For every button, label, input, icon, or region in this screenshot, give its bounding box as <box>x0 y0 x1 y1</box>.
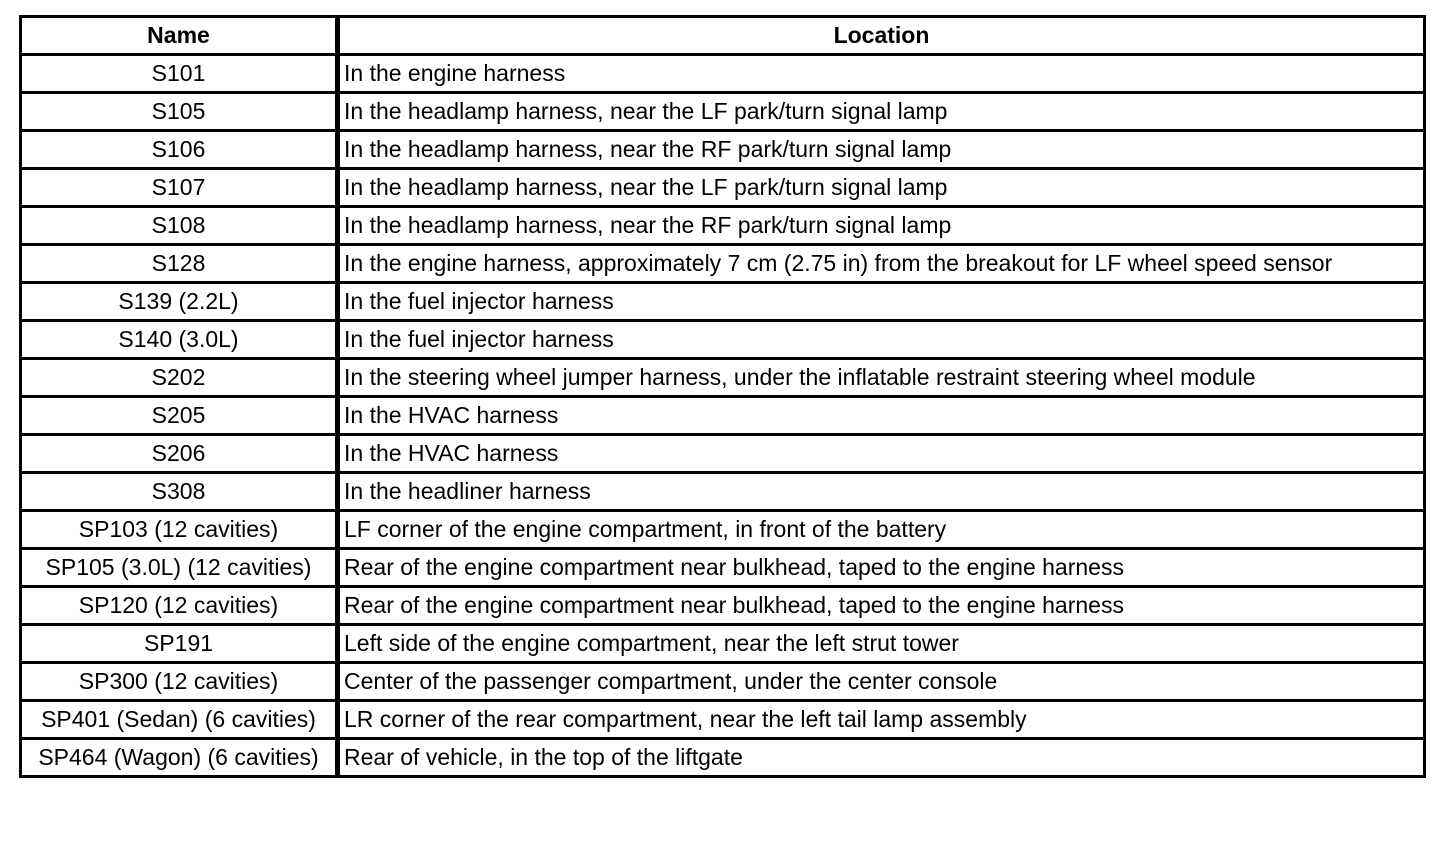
table-body <box>21 55 1425 777</box>
splice-location-cell: LR corner of the rear compartment, near the left tail lamp assembly <box>338 701 1425 739</box>
splice-location-cell: In the engine harness, approximately 7 cm (2.75 in) from the breakout for LF wheel speed sensor <box>338 245 1425 283</box>
table-row <box>21 169 1425 207</box>
table-row <box>21 625 1425 663</box>
table-row <box>21 663 1425 701</box>
splice-name-cell: S105 <box>21 93 338 131</box>
splice-location-cell: In the fuel injector harness <box>338 321 1425 359</box>
splice-name-cell: SP103 (12 cavities) <box>21 511 338 549</box>
splice-name-cell: S101 <box>21 55 338 93</box>
splice-location-cell: In the headlamp harness, near the RF park/turn signal lamp <box>338 207 1425 245</box>
splice-location-cell: In the engine harness <box>338 55 1425 93</box>
splice-location-table <box>19 15 1426 778</box>
splice-name-cell: S128 <box>21 245 338 283</box>
table-row <box>21 587 1425 625</box>
table-row <box>21 55 1425 93</box>
splice-name-cell: S308 <box>21 473 338 511</box>
table-row <box>21 739 1425 777</box>
splice-location-cell: In the fuel injector harness <box>338 283 1425 321</box>
splice-name-cell: S106 <box>21 131 338 169</box>
table-header-row <box>21 17 1425 55</box>
splice-name-cell: S139 (2.2L) <box>21 283 338 321</box>
table-row <box>21 511 1425 549</box>
table-row <box>21 283 1425 321</box>
table-row <box>21 245 1425 283</box>
splice-name-cell: S108 <box>21 207 338 245</box>
splice-location-cell: In the HVAC harness <box>338 397 1425 435</box>
splice-name-cell: S140 (3.0L) <box>21 321 338 359</box>
splice-location-cell: In the HVAC harness <box>338 435 1425 473</box>
table-row <box>21 207 1425 245</box>
table-row <box>21 131 1425 169</box>
table-row <box>21 473 1425 511</box>
splice-name-cell: SP401 (Sedan) (6 cavities) <box>21 701 338 739</box>
splice-location-cell: Center of the passenger compartment, under the center console <box>338 663 1425 701</box>
splice-name-cell: SP191 <box>21 625 338 663</box>
splice-name-cell: SP300 (12 cavities) <box>21 663 338 701</box>
splice-location-cell: In the headliner harness <box>338 473 1425 511</box>
column-header-location: Location <box>338 17 1425 55</box>
splice-name-cell: SP120 (12 cavities) <box>21 587 338 625</box>
splice-name-cell: SP464 (Wagon) (6 cavities) <box>21 739 338 777</box>
table-row <box>21 435 1425 473</box>
splice-location-cell: Rear of vehicle, in the top of the liftgate <box>338 739 1425 777</box>
splice-location-cell: Rear of the engine compartment near bulkhead, taped to the engine harness <box>338 549 1425 587</box>
splice-name-cell: S205 <box>21 397 338 435</box>
splice-location-cell: In the headlamp harness, near the LF park/turn signal lamp <box>338 93 1425 131</box>
splice-location-cell: Rear of the engine compartment near bulkhead, taped to the engine harness <box>338 587 1425 625</box>
column-header-name: Name <box>21 17 338 55</box>
splice-name-cell: SP105 (3.0L) (12 cavities) <box>21 549 338 587</box>
splice-location-cell: In the headlamp harness, near the LF park/turn signal lamp <box>338 169 1425 207</box>
table-row <box>21 549 1425 587</box>
splice-name-cell: S202 <box>21 359 338 397</box>
table-row <box>21 397 1425 435</box>
table-row <box>21 359 1425 397</box>
table-row <box>21 93 1425 131</box>
splice-location-cell: In the headlamp harness, near the RF park/turn signal lamp <box>338 131 1425 169</box>
splice-location-cell: Left side of the engine compartment, near the left strut tower <box>338 625 1425 663</box>
splice-name-cell: S206 <box>21 435 338 473</box>
splice-location-cell: In the steering wheel jumper harness, under the inflatable restraint steering wheel module <box>338 359 1425 397</box>
table-row <box>21 701 1425 739</box>
splice-name-cell: S107 <box>21 169 338 207</box>
splice-location-cell: LF corner of the engine compartment, in front of the battery <box>338 511 1425 549</box>
table-row <box>21 321 1425 359</box>
